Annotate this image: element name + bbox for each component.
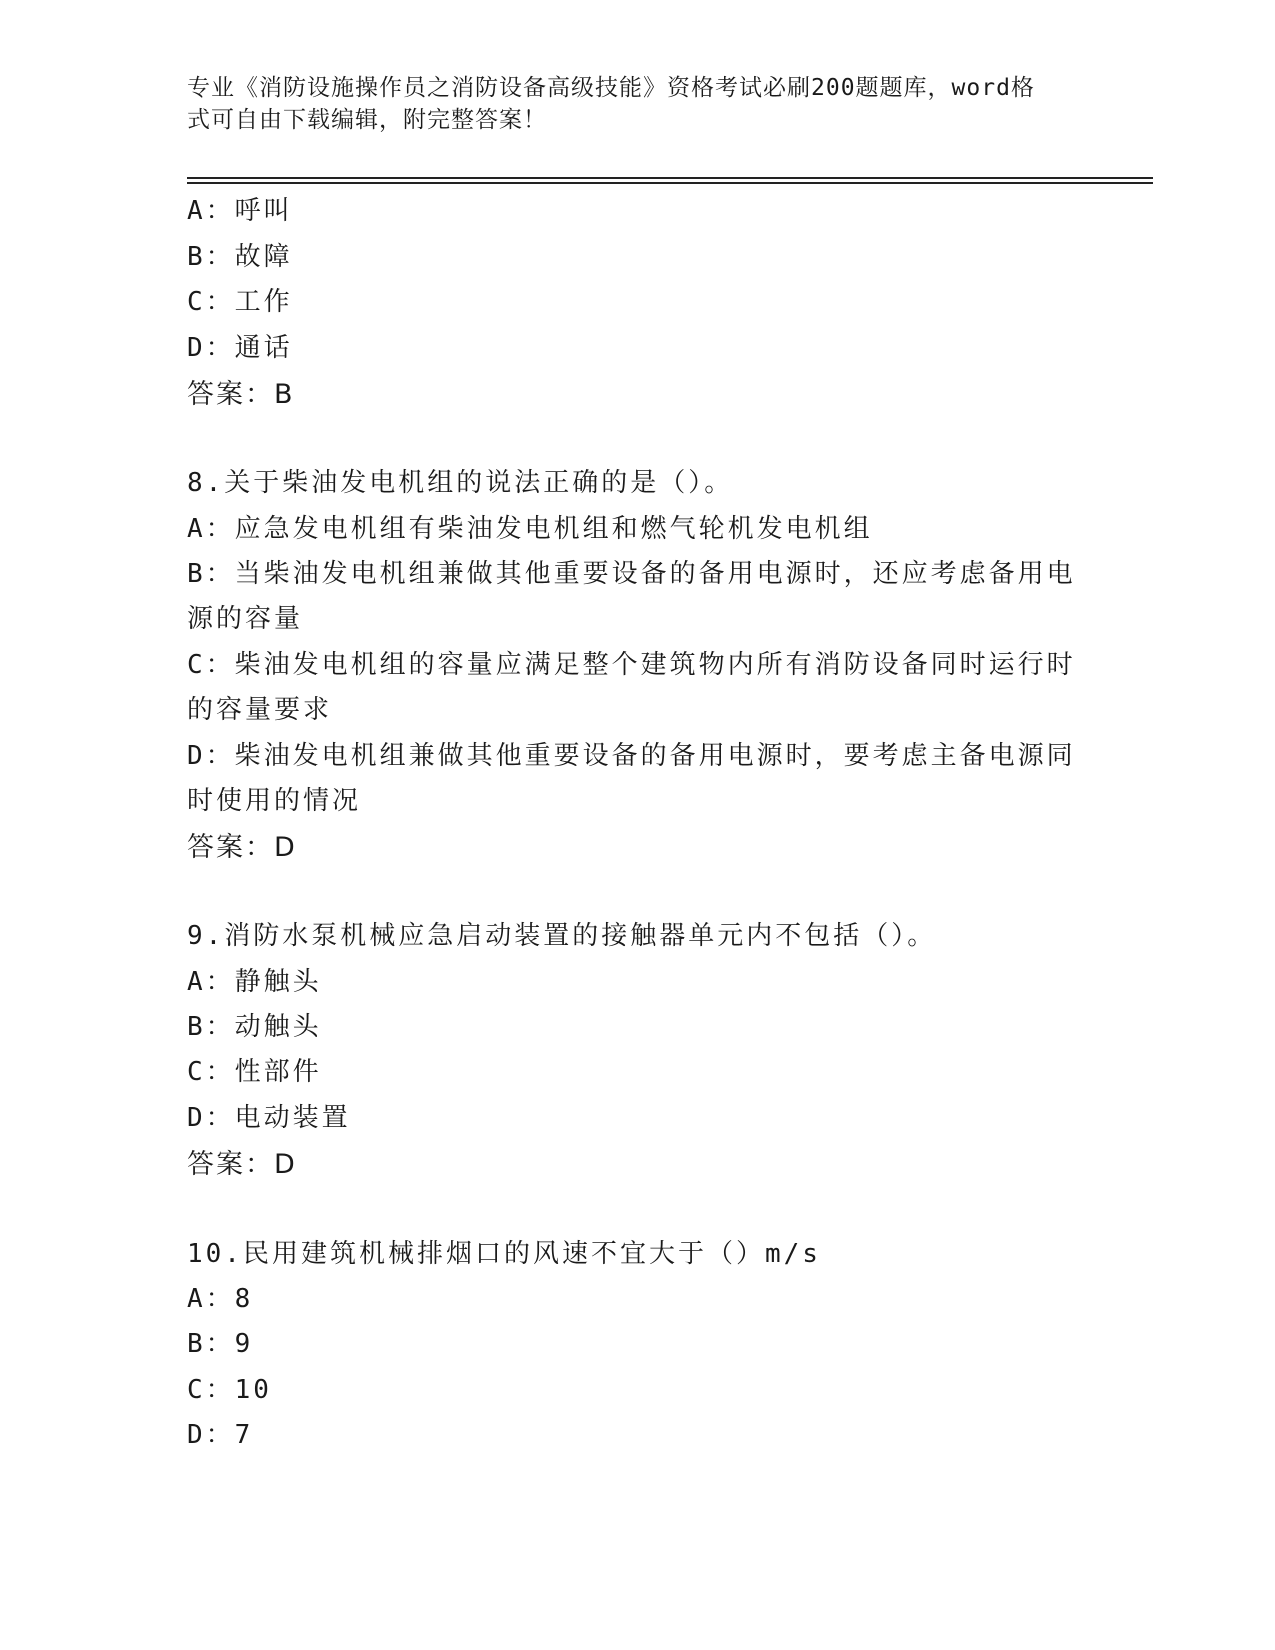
q8-option-d-line-2: 时使用的情况 <box>187 786 362 816</box>
q7-option-c: C：工作 <box>187 287 293 317</box>
q9-option-a: A：静触头 <box>187 967 322 997</box>
q8-option-b-line-1: B：当柴油发电机组兼做其他重要设备的备用电源时，还应考虑备用电 <box>187 559 1076 589</box>
q10-option-d: D：7 <box>187 1420 254 1450</box>
q8-option-c-line-2: 的容量要求 <box>187 695 333 725</box>
q10-question: 10.民用建筑机械排烟口的风速不宜大于（）m/s <box>187 1239 821 1269</box>
header-line-2: 式可自由下载编辑，附完整答案！ <box>187 107 547 133</box>
q8-option-d-line-1: D：柴油发电机组兼做其他重要设备的备用电源时，要考虑主备电源同 <box>187 741 1076 771</box>
q8-option-c-line-1: C：柴油发电机组的容量应满足整个建筑物内所有消防设备同时运行时 <box>187 650 1076 680</box>
q10-option-b: B：9 <box>187 1329 254 1359</box>
q10-option-a: A：8 <box>187 1284 254 1314</box>
q9-answer: 答案：D <box>187 1149 297 1180</box>
header-line-1: 专业《消防设施操作员之消防设备高级技能》资格考试必刷200题题库，word格 <box>187 75 1035 101</box>
header-divider-top <box>187 177 1153 179</box>
q8-option-b-line-2: 源的容量 <box>187 604 304 634</box>
q10-option-c: C：10 <box>187 1375 272 1405</box>
document-header <box>187 72 1067 136</box>
q9-question: 9.消防水泵机械应急启动装置的接触器单元内不包括（）。 <box>187 921 937 951</box>
q7-option-b: B：故障 <box>187 242 293 272</box>
q8-option-a: A：应急发电机组有柴油发电机组和燃气轮机发电机组 <box>187 514 873 544</box>
q7-option-a: A：呼叫 <box>187 196 293 226</box>
q7-answer: 答案：B <box>187 379 295 410</box>
q9-option-b: B：动触头 <box>187 1012 322 1042</box>
header-divider-bottom <box>187 182 1153 184</box>
q9-option-c: C：性部件 <box>187 1057 322 1087</box>
q8-answer: 答案：D <box>187 832 297 863</box>
q7-option-d: D：通话 <box>187 333 293 363</box>
q9-option-d: D：电动装置 <box>187 1103 351 1133</box>
q8-question: 8.关于柴油发电机组的说法正确的是（）。 <box>187 468 734 498</box>
